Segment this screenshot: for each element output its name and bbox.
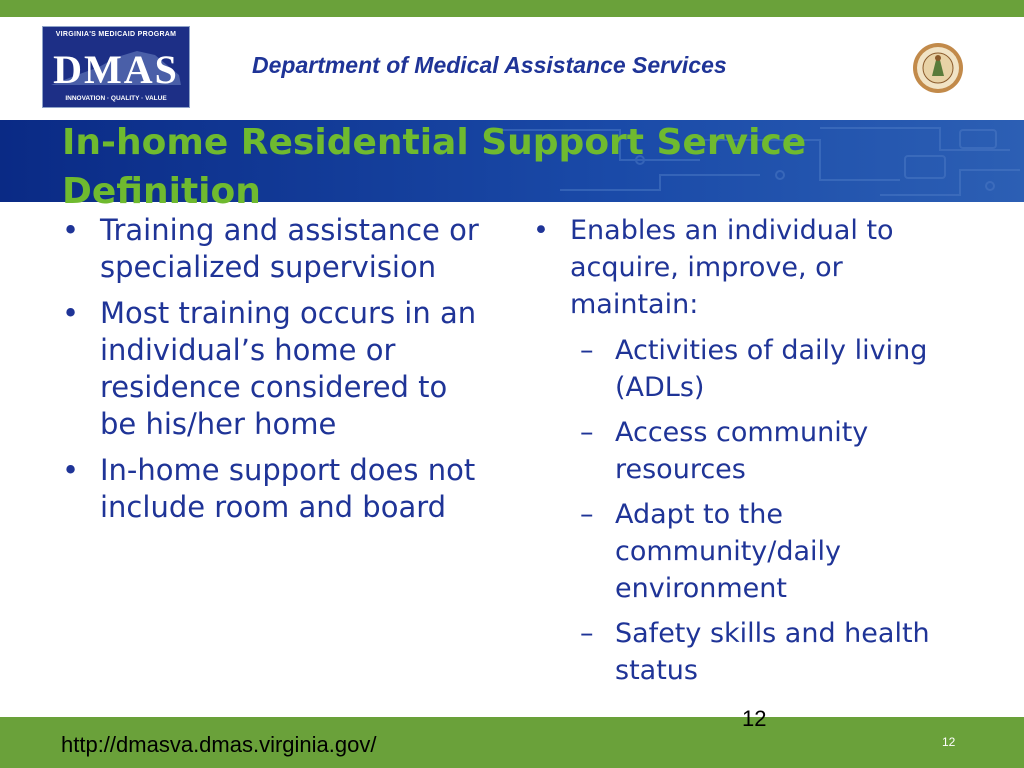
- bullet-text: Enables an individual to acquire, improve, or maintain:: [570, 215, 894, 320]
- logo-top-text: VIRGINIA'S MEDICAID PROGRAM: [55, 31, 177, 38]
- sub-list-item: – Activities of daily living (ADLs): [580, 335, 928, 403]
- slide-title: In-home Residential Support Service Definition: [62, 122, 807, 212]
- list-item: • Most training occurs in an individual’s home or residence considered to be his/her home: [62, 296, 477, 441]
- dmas-logo: [42, 26, 190, 108]
- sub-list-item: – Adapt to the community/daily environment: [580, 499, 842, 604]
- list-item: • In-home support does not include room and board: [62, 453, 476, 524]
- virginia-seal-icon: [912, 42, 964, 94]
- sub-bullet-text: Safety skills and health status: [615, 618, 930, 686]
- list-item: • Training and assistance or specialized supervision: [62, 213, 479, 284]
- page-number-small: 12: [942, 735, 956, 749]
- sub-bullet-text: Access community resources: [615, 417, 869, 485]
- sub-list-item: – Safety skills and health status: [580, 618, 930, 686]
- page-number: 12: [742, 706, 767, 731]
- sub-bullet-text: Adapt to the community/daily environment: [615, 499, 842, 604]
- top-green-bar: [0, 0, 1024, 17]
- sub-bullet-text: Activities of daily living (ADLs): [615, 335, 928, 403]
- list-item: • Enables an individual to acquire, improve, or maintain:: [533, 215, 894, 320]
- bullet-text: Training and assistance or specialized supervision: [100, 213, 479, 284]
- bullet-text: Most training occurs in an individual’s home or residence considered to be his/her home: [100, 296, 477, 441]
- sub-list-item: – Access community resources: [580, 417, 869, 485]
- right-bullet-list: [533, 212, 953, 697]
- department-name: Department of Medical Assistance Services: [252, 52, 727, 78]
- logo-tagline: INNOVATION · QUALITY · VALUE: [65, 95, 167, 102]
- left-bullet-list: [62, 212, 482, 535]
- footer-url[interactable]: http://dmasva.dmas.virginia.gov/: [61, 732, 377, 757]
- bullet-text: In-home support does not include room and board: [100, 453, 476, 524]
- logo-main-text: DMAS: [53, 47, 179, 92]
